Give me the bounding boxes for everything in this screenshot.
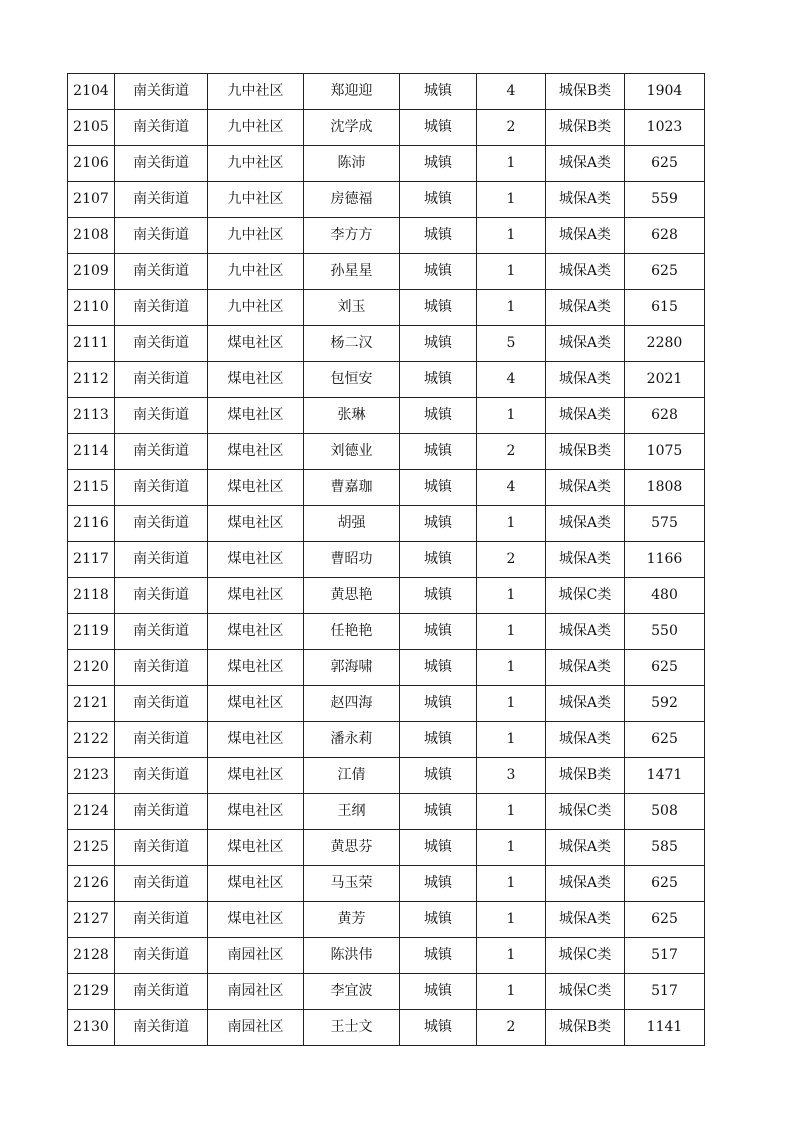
amount-cell: 517: [625, 974, 705, 1010]
table-row: [68, 74, 705, 110]
table-row: [68, 146, 705, 182]
amount-cell: 592: [625, 686, 705, 722]
area-type-cell: 城镇: [400, 326, 477, 362]
name-cell: 黄思芬: [304, 830, 400, 866]
household-size-cell: 3: [477, 758, 546, 794]
household-size-cell: 1: [477, 722, 546, 758]
area-type-cell: 城镇: [400, 254, 477, 290]
amount-cell: 625: [625, 866, 705, 902]
community-cell: 煤电社区: [208, 794, 304, 830]
table-row: [68, 722, 705, 758]
name-cell: 胡强: [304, 506, 400, 542]
street-cell: 南关街道: [115, 146, 208, 182]
category-cell: 城保A类: [546, 290, 625, 326]
category-cell: 城保B类: [546, 74, 625, 110]
street-cell: 南关街道: [115, 794, 208, 830]
community-cell: 煤电社区: [208, 326, 304, 362]
area-type-cell: 城镇: [400, 794, 477, 830]
amount-cell: 628: [625, 218, 705, 254]
street-cell: 南关街道: [115, 290, 208, 326]
street-cell: 南关街道: [115, 614, 208, 650]
community-cell: 煤电社区: [208, 686, 304, 722]
area-type-cell: 城镇: [400, 218, 477, 254]
row-number-cell: 2123: [68, 758, 115, 794]
amount-cell: 575: [625, 506, 705, 542]
category-cell: 城保A类: [546, 398, 625, 434]
table-row: [68, 830, 705, 866]
category-cell: 城保A类: [546, 722, 625, 758]
household-size-cell: 1: [477, 146, 546, 182]
street-cell: 南关街道: [115, 182, 208, 218]
name-cell: 包恒安: [304, 362, 400, 398]
name-cell: 曹嘉珈: [304, 470, 400, 506]
amount-cell: 2021: [625, 362, 705, 398]
name-cell: 陈洪伟: [304, 938, 400, 974]
table-row: [68, 362, 705, 398]
amount-cell: 480: [625, 578, 705, 614]
street-cell: 南关街道: [115, 722, 208, 758]
amount-cell: 625: [625, 902, 705, 938]
row-number-cell: 2128: [68, 938, 115, 974]
category-cell: 城保A类: [546, 254, 625, 290]
table-row: [68, 902, 705, 938]
area-type-cell: 城镇: [400, 614, 477, 650]
area-type-cell: 城镇: [400, 110, 477, 146]
name-cell: 杨二汉: [304, 326, 400, 362]
street-cell: 南关街道: [115, 974, 208, 1010]
category-cell: 城保A类: [546, 830, 625, 866]
row-number-cell: 2127: [68, 902, 115, 938]
area-type-cell: 城镇: [400, 830, 477, 866]
row-number-cell: 2107: [68, 182, 115, 218]
amount-cell: 625: [625, 146, 705, 182]
amount-cell: 615: [625, 290, 705, 326]
amount-cell: 1023: [625, 110, 705, 146]
row-number-cell: 2105: [68, 110, 115, 146]
table-row: [68, 290, 705, 326]
table-row: [68, 650, 705, 686]
street-cell: 南关街道: [115, 830, 208, 866]
household-size-cell: 1: [477, 578, 546, 614]
household-size-cell: 1: [477, 902, 546, 938]
community-cell: 九中社区: [208, 182, 304, 218]
household-size-cell: 1: [477, 218, 546, 254]
row-number-cell: 2124: [68, 794, 115, 830]
category-cell: 城保C类: [546, 938, 625, 974]
row-number-cell: 2125: [68, 830, 115, 866]
category-cell: 城保A类: [546, 470, 625, 506]
community-cell: 煤电社区: [208, 722, 304, 758]
community-cell: 南园社区: [208, 974, 304, 1010]
table-row: [68, 254, 705, 290]
community-cell: 煤电社区: [208, 758, 304, 794]
area-type-cell: 城镇: [400, 470, 477, 506]
row-number-cell: 2130: [68, 1010, 115, 1046]
table-row: [68, 794, 705, 830]
community-cell: 九中社区: [208, 218, 304, 254]
community-cell: 煤电社区: [208, 434, 304, 470]
row-number-cell: 2122: [68, 722, 115, 758]
category-cell: 城保B类: [546, 110, 625, 146]
area-type-cell: 城镇: [400, 902, 477, 938]
community-cell: 九中社区: [208, 146, 304, 182]
table-row: [68, 398, 705, 434]
category-cell: 城保A类: [546, 542, 625, 578]
street-cell: 南关街道: [115, 254, 208, 290]
household-size-cell: 2: [477, 1010, 546, 1046]
household-size-cell: 1: [477, 614, 546, 650]
category-cell: 城保A类: [546, 218, 625, 254]
household-size-cell: 4: [477, 362, 546, 398]
area-type-cell: 城镇: [400, 362, 477, 398]
category-cell: 城保C类: [546, 794, 625, 830]
household-size-cell: 1: [477, 830, 546, 866]
street-cell: 南关街道: [115, 578, 208, 614]
row-number-cell: 2111: [68, 326, 115, 362]
street-cell: 南关街道: [115, 362, 208, 398]
category-cell: 城保A类: [546, 326, 625, 362]
row-number-cell: 2112: [68, 362, 115, 398]
row-number-cell: 2120: [68, 650, 115, 686]
amount-cell: 550: [625, 614, 705, 650]
category-cell: 城保C类: [546, 578, 625, 614]
community-cell: 煤电社区: [208, 362, 304, 398]
street-cell: 南关街道: [115, 506, 208, 542]
row-number-cell: 2108: [68, 218, 115, 254]
area-type-cell: 城镇: [400, 578, 477, 614]
household-size-cell: 1: [477, 974, 546, 1010]
area-type-cell: 城镇: [400, 866, 477, 902]
household-size-cell: 2: [477, 434, 546, 470]
category-cell: 城保B类: [546, 1010, 625, 1046]
amount-cell: 1808: [625, 470, 705, 506]
area-type-cell: 城镇: [400, 146, 477, 182]
community-cell: 煤电社区: [208, 578, 304, 614]
table-row: [68, 434, 705, 470]
household-size-cell: 1: [477, 254, 546, 290]
amount-cell: 1141: [625, 1010, 705, 1046]
name-cell: 曹昭功: [304, 542, 400, 578]
name-cell: 陈沛: [304, 146, 400, 182]
amount-cell: 508: [625, 794, 705, 830]
street-cell: 南关街道: [115, 434, 208, 470]
household-size-cell: 1: [477, 650, 546, 686]
community-cell: 九中社区: [208, 290, 304, 326]
row-number-cell: 2126: [68, 866, 115, 902]
street-cell: 南关街道: [115, 110, 208, 146]
row-number-cell: 2117: [68, 542, 115, 578]
table-row: [68, 614, 705, 650]
community-cell: 南园社区: [208, 1010, 304, 1046]
category-cell: 城保A类: [546, 146, 625, 182]
household-size-cell: 1: [477, 290, 546, 326]
area-type-cell: 城镇: [400, 542, 477, 578]
row-number-cell: 2106: [68, 146, 115, 182]
name-cell: 李方方: [304, 218, 400, 254]
row-number-cell: 2129: [68, 974, 115, 1010]
category-cell: 城保A类: [546, 902, 625, 938]
area-type-cell: 城镇: [400, 1010, 477, 1046]
name-cell: 房德福: [304, 182, 400, 218]
table-row: [68, 1010, 705, 1046]
household-size-cell: 4: [477, 470, 546, 506]
table-row: [68, 326, 705, 362]
name-cell: 马玉荣: [304, 866, 400, 902]
table-row: [68, 470, 705, 506]
category-cell: 城保C类: [546, 974, 625, 1010]
category-cell: 城保A类: [546, 650, 625, 686]
category-cell: 城保A类: [546, 362, 625, 398]
community-cell: 煤电社区: [208, 650, 304, 686]
street-cell: 南关街道: [115, 326, 208, 362]
area-type-cell: 城镇: [400, 758, 477, 794]
household-size-cell: 1: [477, 794, 546, 830]
area-type-cell: 城镇: [400, 506, 477, 542]
name-cell: 黄思艳: [304, 578, 400, 614]
household-size-cell: 1: [477, 506, 546, 542]
row-number-cell: 2110: [68, 290, 115, 326]
street-cell: 南关街道: [115, 758, 208, 794]
street-cell: 南关街道: [115, 398, 208, 434]
category-cell: 城保A类: [546, 866, 625, 902]
amount-cell: 1166: [625, 542, 705, 578]
community-cell: 煤电社区: [208, 902, 304, 938]
community-cell: 煤电社区: [208, 830, 304, 866]
amount-cell: 625: [625, 254, 705, 290]
name-cell: 黄芳: [304, 902, 400, 938]
name-cell: 郑迎迎: [304, 74, 400, 110]
area-type-cell: 城镇: [400, 938, 477, 974]
area-type-cell: 城镇: [400, 290, 477, 326]
row-number-cell: 2119: [68, 614, 115, 650]
row-number-cell: 2116: [68, 506, 115, 542]
community-cell: 煤电社区: [208, 470, 304, 506]
table-row: [68, 182, 705, 218]
street-cell: 南关街道: [115, 938, 208, 974]
street-cell: 南关街道: [115, 902, 208, 938]
community-cell: 煤电社区: [208, 614, 304, 650]
name-cell: 刘玉: [304, 290, 400, 326]
household-size-cell: 1: [477, 938, 546, 974]
street-cell: 南关街道: [115, 686, 208, 722]
area-type-cell: 城镇: [400, 650, 477, 686]
table-row: [68, 974, 705, 1010]
row-number-cell: 2115: [68, 470, 115, 506]
amount-cell: 1075: [625, 434, 705, 470]
table-row: [68, 110, 705, 146]
household-size-cell: 1: [477, 866, 546, 902]
area-type-cell: 城镇: [400, 182, 477, 218]
household-size-cell: 2: [477, 542, 546, 578]
table-row: [68, 542, 705, 578]
name-cell: 李宜波: [304, 974, 400, 1010]
area-type-cell: 城镇: [400, 398, 477, 434]
street-cell: 南关街道: [115, 650, 208, 686]
household-size-cell: 5: [477, 326, 546, 362]
area-type-cell: 城镇: [400, 74, 477, 110]
community-cell: 煤电社区: [208, 542, 304, 578]
table-row: [68, 758, 705, 794]
street-cell: 南关街道: [115, 470, 208, 506]
street-cell: 南关街道: [115, 866, 208, 902]
area-type-cell: 城镇: [400, 722, 477, 758]
name-cell: 郭海啸: [304, 650, 400, 686]
name-cell: 赵四海: [304, 686, 400, 722]
category-cell: 城保B类: [546, 758, 625, 794]
category-cell: 城保A类: [546, 614, 625, 650]
row-number-cell: 2118: [68, 578, 115, 614]
name-cell: 沈学成: [304, 110, 400, 146]
row-number-cell: 2113: [68, 398, 115, 434]
community-cell: 九中社区: [208, 110, 304, 146]
table-row: [68, 866, 705, 902]
name-cell: 张琳: [304, 398, 400, 434]
name-cell: 王纲: [304, 794, 400, 830]
street-cell: 南关街道: [115, 1010, 208, 1046]
table-row: [68, 578, 705, 614]
amount-cell: 625: [625, 650, 705, 686]
community-cell: 煤电社区: [208, 398, 304, 434]
amount-cell: 625: [625, 722, 705, 758]
name-cell: 任艳艳: [304, 614, 400, 650]
category-cell: 城保A类: [546, 182, 625, 218]
area-type-cell: 城镇: [400, 434, 477, 470]
street-cell: 南关街道: [115, 218, 208, 254]
amount-cell: 585: [625, 830, 705, 866]
amount-cell: 1471: [625, 758, 705, 794]
name-cell: 潘永莉: [304, 722, 400, 758]
category-cell: 城保B类: [546, 434, 625, 470]
amount-cell: 559: [625, 182, 705, 218]
category-cell: 城保A类: [546, 506, 625, 542]
household-size-cell: 4: [477, 74, 546, 110]
row-number-cell: 2109: [68, 254, 115, 290]
allowance-table: [67, 73, 705, 1046]
amount-cell: 1904: [625, 74, 705, 110]
community-cell: 煤电社区: [208, 506, 304, 542]
row-number-cell: 2114: [68, 434, 115, 470]
table-row: [68, 506, 705, 542]
community-cell: 九中社区: [208, 254, 304, 290]
community-cell: 南园社区: [208, 938, 304, 974]
household-size-cell: 1: [477, 686, 546, 722]
household-size-cell: 2: [477, 110, 546, 146]
community-cell: 九中社区: [208, 74, 304, 110]
table-body: [68, 74, 705, 1046]
amount-cell: 628: [625, 398, 705, 434]
household-size-cell: 1: [477, 182, 546, 218]
name-cell: 孙星星: [304, 254, 400, 290]
category-cell: 城保A类: [546, 686, 625, 722]
amount-cell: 2280: [625, 326, 705, 362]
name-cell: 刘德业: [304, 434, 400, 470]
table-row: [68, 218, 705, 254]
household-size-cell: 1: [477, 398, 546, 434]
amount-cell: 517: [625, 938, 705, 974]
table-row: [68, 686, 705, 722]
area-type-cell: 城镇: [400, 974, 477, 1010]
row-number-cell: 2121: [68, 686, 115, 722]
name-cell: 江倩: [304, 758, 400, 794]
community-cell: 煤电社区: [208, 866, 304, 902]
street-cell: 南关街道: [115, 542, 208, 578]
row-number-cell: 2104: [68, 74, 115, 110]
street-cell: 南关街道: [115, 74, 208, 110]
area-type-cell: 城镇: [400, 686, 477, 722]
table-row: [68, 938, 705, 974]
name-cell: 王士文: [304, 1010, 400, 1046]
